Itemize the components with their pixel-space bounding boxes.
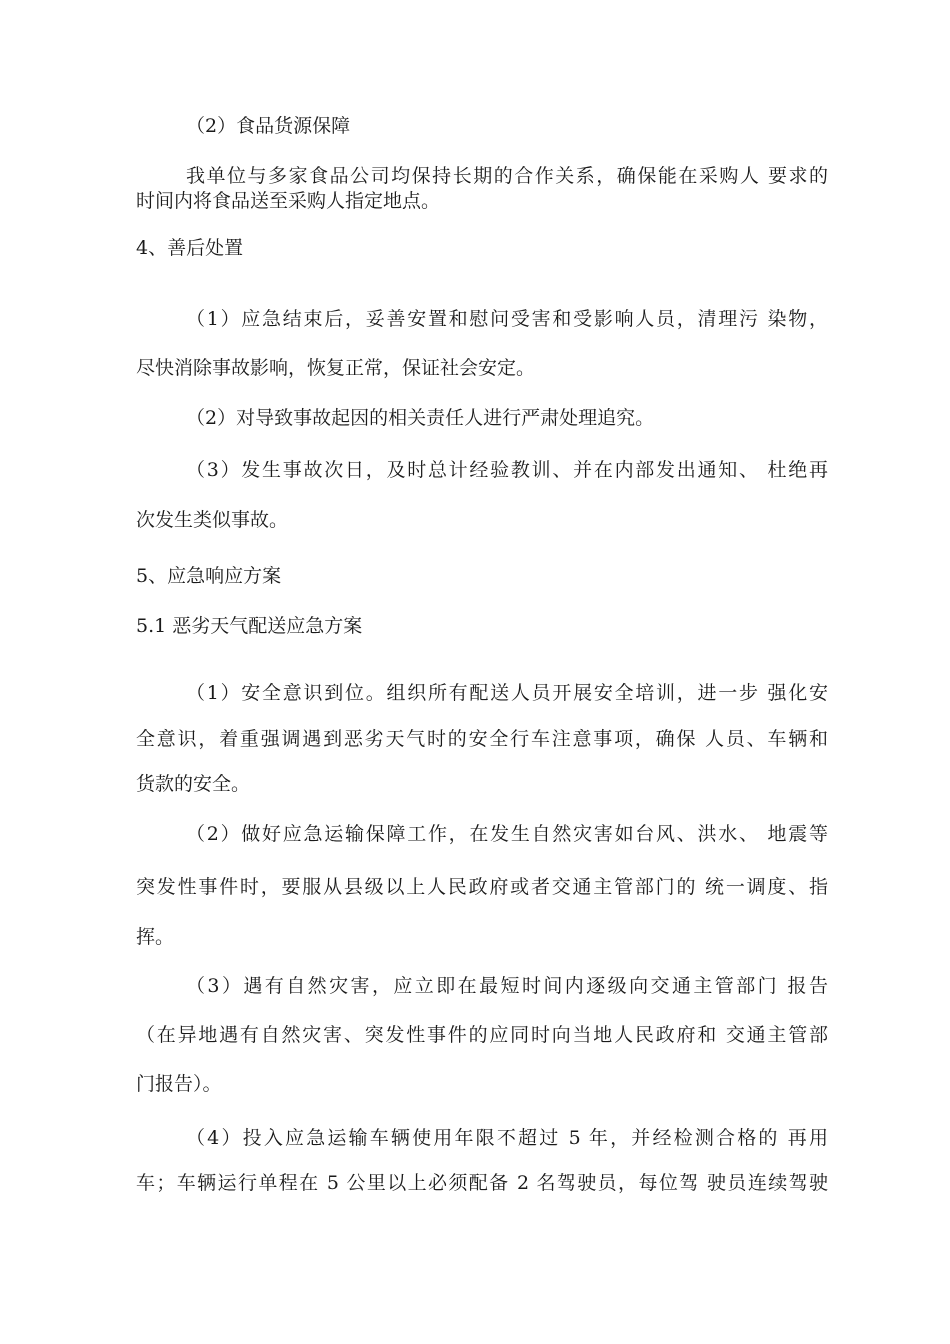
- heading-aftermath: 4、善后处置: [136, 237, 244, 259]
- paragraph-aftermath-3-line-1: （3）发生事故次日，及时总计经验教训、并在内部发出通知、 杜绝再: [186, 459, 828, 481]
- paragraph-food-supply-line-1: 我单位与多家食品公司均保持长期的合作关系，确保能在采购人 要求的: [186, 165, 828, 187]
- paragraph-weather-1-line-1: （1）安全意识到位。组织所有配送人员开展安全培训，进一步 强化安: [186, 682, 828, 704]
- paragraph-aftermath-2: （2）对导致事故起因的相关责任人进行严肃处理追究。: [186, 407, 655, 429]
- paragraph-weather-1-line-2: 全意识，着重强调遇到恶劣天气时的安全行车注意事项，确保 人员、车辆和: [136, 728, 828, 750]
- paragraph-weather-2-line-1: （2）做好应急运输保障工作，在发生自然灾害如台风、洪水、 地震等: [186, 823, 828, 845]
- heading-food-supply: （2）食品货源保障: [186, 115, 351, 137]
- paragraph-weather-3-line-3: 门报告）。: [136, 1073, 222, 1095]
- paragraph-weather-4-line-2: 车；车辆运行单程在 5 公里以上必须配备 2 名驾驶员，每位驾 驶员连续驾驶: [136, 1172, 828, 1194]
- heading-bad-weather-plan: 5.1 恶劣天气配送应急方案: [136, 615, 363, 637]
- paragraph-weather-2-line-2: 突发性事件时，要服从县级以上人民政府或者交通主管部门的 统一调度、指: [136, 876, 828, 898]
- paragraph-weather-4-line-1: （4）投入应急运输车辆使用年限不超过 5 年，并经检测合格的 再用: [186, 1127, 828, 1149]
- paragraph-aftermath-1-line-1: （1）应急结束后，妥善安置和慰问受害和受影响人员，清理污 染物，: [186, 308, 828, 330]
- paragraph-weather-3-line-1: （3）遇有自然灾害，应立即在最短时间内逐级向交通主管部门 报告: [186, 975, 828, 997]
- paragraph-weather-1-line-3: 货款的安全。: [136, 773, 251, 795]
- paragraph-food-supply-line-2: 时间内将食品送至采购人指定地点。: [136, 190, 441, 212]
- paragraph-weather-2-line-3: 挥。: [136, 926, 175, 948]
- heading-emergency-response: 5、应急响应方案: [136, 565, 282, 587]
- paragraph-weather-3-line-2: （在异地遇有自然灾害、突发性事件的应同时向当地人民政府和 交通主管部: [136, 1024, 828, 1046]
- paragraph-aftermath-1-line-2: 尽快消除事故影响，恢复正常，保证社会安定。: [136, 357, 536, 379]
- paragraph-aftermath-3-line-2: 次发生类似事故。: [136, 509, 289, 531]
